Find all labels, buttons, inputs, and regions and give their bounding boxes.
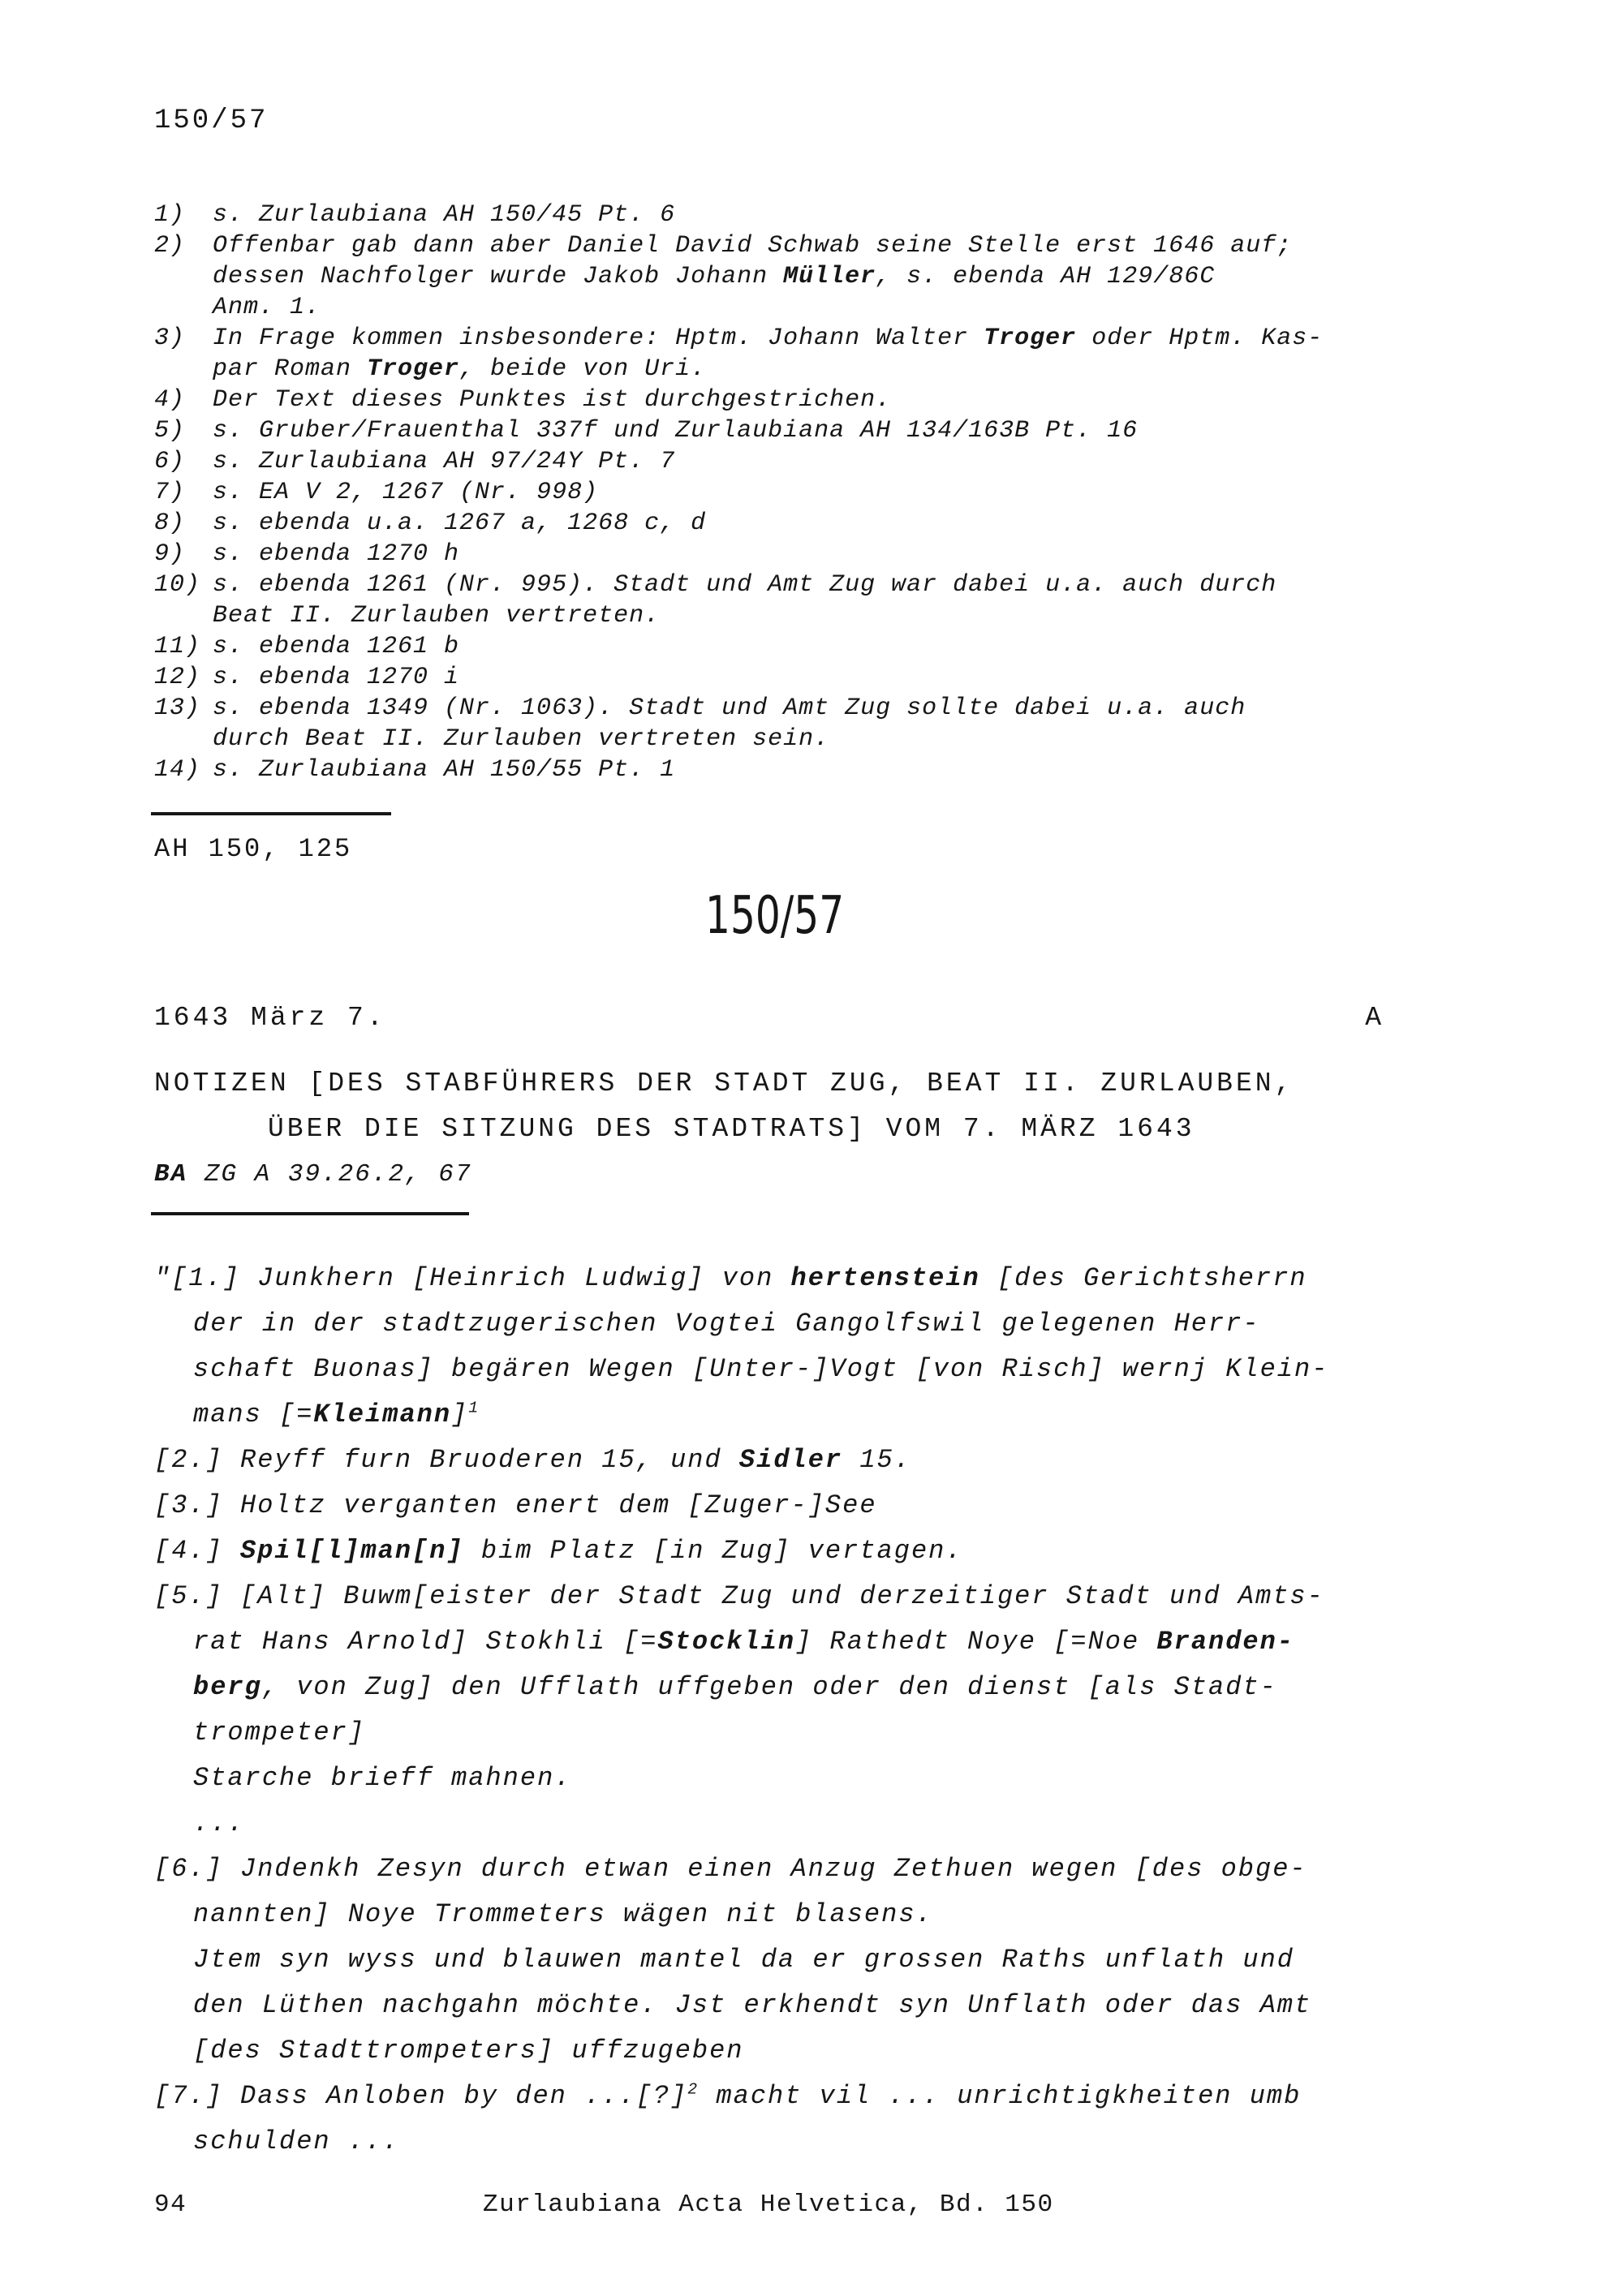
body-line xyxy=(154,1892,1428,1937)
footnote-item xyxy=(154,693,1420,755)
body-line xyxy=(154,1756,1428,1801)
footnote-line xyxy=(213,200,1420,230)
body-line xyxy=(154,2119,1428,2165)
text-segment: s. Zurlaubiana AH 150/45 Pt. 6 xyxy=(213,201,676,229)
text-segment: , von Zug] den Ufflath uffgeben oder den dienst [als Stadt- xyxy=(261,1672,1277,1702)
text-segment: Branden- xyxy=(1156,1627,1294,1657)
text-segment: s. ebenda 1261 (Nr. 995). Stadt und Amt Zug war dabei u.a. auch durch xyxy=(213,571,1277,599)
text-segment: s. Zurlaubiana AH 97/24Y Pt. 7 xyxy=(213,448,676,475)
footnote-text xyxy=(213,323,1420,385)
footnote-number: 11) xyxy=(154,633,201,660)
text-segment: ] Rathedt Noye [=Noe xyxy=(795,1627,1157,1657)
text-segment: s. ebenda 1349 (Nr. 1063). Stadt und Amt Zug sollte dabei u.a. auch xyxy=(213,694,1246,722)
archive-reference: AH 150, 125 xyxy=(154,834,353,864)
text-segment: [2.] Reyff furn Bruoderen 15, und xyxy=(154,1445,739,1475)
footnote-text xyxy=(213,477,1420,508)
footnote-line xyxy=(213,631,1420,662)
divider-rule-mid xyxy=(151,1212,469,1215)
body-line xyxy=(154,2028,1428,2074)
text-segment: mans [= xyxy=(193,1400,314,1430)
footnote-number: 14) xyxy=(154,756,201,784)
footnote-text xyxy=(213,385,1420,415)
transcription-body xyxy=(154,1256,1428,2165)
footnote-number: 1) xyxy=(154,201,186,229)
text-segment: Beat II. Zurlauben vertreten. xyxy=(213,602,661,630)
footnote-number: 4) xyxy=(154,386,186,414)
text-segment: [6.] Jndenkh Zesyn durch etwan einen Anzug Zethuen wegen [des obge- xyxy=(154,1854,1307,1884)
footnote-line xyxy=(213,446,1420,477)
text-segment: Sidler xyxy=(738,1445,843,1475)
body-line xyxy=(154,1256,1428,1301)
text-segment: ] xyxy=(451,1400,469,1430)
text-segment: Jtem syn wyss und blauwen mantel da er grossen Raths unflath und xyxy=(193,1945,1294,1975)
text-segment: macht vil ... unrichtigkheiten umb xyxy=(699,2081,1302,2111)
text-segment: schaft Buonas] begären Wegen [Unter-]Vogt [von Risch] wernj Klein- xyxy=(193,1354,1329,1384)
text-segment: Offenbar gab dann aber Daniel David Schwab seine Stelle erst 1646 auf; xyxy=(213,232,1293,260)
document-number-title xyxy=(154,886,1396,946)
text-segment: durch Beat II. Zurlauben vertreten sein. xyxy=(213,725,830,753)
text-segment: [des Stadttrompeters] uffzugeben xyxy=(193,2036,744,2066)
footnote-line xyxy=(213,354,1420,385)
footnote-line xyxy=(213,323,1420,354)
body-line xyxy=(154,1847,1428,1892)
body-line xyxy=(154,2074,1428,2119)
document-title-line1: NOTIZEN [DES STABFÜHRERS DER STADT ZUG, BEAT II. ZURLAUBEN, xyxy=(154,1068,1294,1099)
footnote-text xyxy=(213,446,1420,477)
footnote-item xyxy=(154,539,1420,570)
text-segment: Anm. 1. xyxy=(213,294,321,321)
text-segment: Troger xyxy=(367,355,460,383)
running-head: 150/57 xyxy=(154,105,269,136)
text-segment: In Frage kommen insbesondere: Hptm. Johann Walter xyxy=(213,325,984,352)
body-line xyxy=(154,1710,1428,1756)
footnote-item xyxy=(154,508,1420,539)
source-reference-archive: BA xyxy=(154,1160,188,1189)
text-segment: Der Text dieses Punktes ist durchgestrichen. xyxy=(213,386,892,414)
text-segment: [5.] [Alt] Buwm[eister der Stadt Zug und derzeitiger Stadt und Amts- xyxy=(154,1581,1324,1611)
body-line xyxy=(154,1392,1428,1438)
body-line xyxy=(154,1801,1428,1847)
text-segment: s. EA V 2, 1267 (Nr. 998) xyxy=(213,479,599,506)
footnote-line xyxy=(213,539,1420,570)
footnotes-block xyxy=(154,200,1420,785)
footnote-number: 8) xyxy=(154,510,186,537)
version-marker: A xyxy=(1365,1003,1384,1033)
text-segment: trompeter] xyxy=(193,1718,366,1748)
footnote-line xyxy=(213,230,1420,261)
text-segment: 15. xyxy=(842,1445,911,1475)
body-line xyxy=(154,1347,1428,1392)
footnote-text xyxy=(213,662,1420,693)
text-segment: [4.] xyxy=(154,1536,241,1566)
text-segment: Spil[l]man[n] xyxy=(240,1536,464,1566)
date-line xyxy=(154,1003,1384,1033)
footnote-number: 10) xyxy=(154,571,201,599)
text-segment: Starche brieff mahnen. xyxy=(193,1763,572,1793)
body-line xyxy=(154,1301,1428,1347)
footnote-item xyxy=(154,415,1420,446)
footnote-item xyxy=(154,477,1420,508)
series-title: Zurlaubiana Acta Helvetica, Bd. 150 xyxy=(483,2191,1054,2219)
footnote-line xyxy=(213,755,1420,785)
footnote-line xyxy=(213,724,1420,755)
text-segment: Kleimann xyxy=(313,1400,452,1430)
footnote-line xyxy=(213,600,1420,631)
footnote-number: 5) xyxy=(154,417,186,445)
text-segment: s. Gruber/Frauenthal 337f und Zurlaubiana AH 134/163B Pt. 16 xyxy=(213,417,1139,445)
footnote-line xyxy=(213,292,1420,323)
footnote-line xyxy=(213,477,1420,508)
footnote-item xyxy=(154,570,1420,631)
text-segment: berg xyxy=(193,1672,262,1702)
text-segment: Troger xyxy=(984,325,1077,352)
text-segment: s. ebenda 1261 b xyxy=(213,633,460,660)
text-segment: der in der stadtzugerischen Vogtei Gangolfswil gelegenen Herr- xyxy=(193,1309,1260,1339)
text-segment: [7.] Dass Anloben by den ...[?] xyxy=(154,2081,688,2111)
text-segment: , beide von Uri. xyxy=(459,355,707,383)
text-segment: [3.] Holtz verganten enert dem [Zuger-]See xyxy=(154,1490,877,1520)
footnote-line xyxy=(213,508,1420,539)
footnote-text xyxy=(213,200,1420,230)
footnote-text xyxy=(213,508,1420,539)
text-segment: s. ebenda u.a. 1267 a, 1268 c, d xyxy=(213,510,707,537)
footnote-line xyxy=(213,570,1420,600)
footnote-number: 12) xyxy=(154,664,201,691)
footnote-number: 2) xyxy=(154,232,186,260)
footnote-text xyxy=(213,415,1420,446)
footnote-item xyxy=(154,323,1420,385)
footnote-text xyxy=(213,570,1420,631)
footnote-line xyxy=(213,662,1420,693)
text-segment: Stocklin xyxy=(657,1627,796,1657)
body-line xyxy=(154,1574,1428,1619)
document-title xyxy=(154,1061,1420,1152)
footnote-number: 6) xyxy=(154,448,186,475)
text-segment: hertenstein xyxy=(790,1263,980,1293)
divider-rule-top xyxy=(151,812,391,815)
footnote-item xyxy=(154,446,1420,477)
footnote-item xyxy=(154,200,1420,230)
footnote-number: 9) xyxy=(154,540,186,568)
body-line xyxy=(154,1619,1428,1665)
text-segment: [des Gerichtsherrn xyxy=(979,1263,1307,1293)
footnote-number: 7) xyxy=(154,479,186,506)
text-segment: Müller xyxy=(783,263,876,290)
document-title-line2: ÜBER DIE SITZUNG DES STADTRATS] VOM 7. MÄRZ 1643 xyxy=(268,1114,1195,1144)
footnote-number: 13) xyxy=(154,694,201,722)
document-number-text: 150/57 xyxy=(705,886,845,946)
footnote-text xyxy=(213,755,1420,785)
footnote-item xyxy=(154,662,1420,693)
text-segment: 1 xyxy=(468,1398,480,1417)
footnote-text xyxy=(213,693,1420,755)
text-segment: "[1.] Junkhern [Heinrich Ludwig] von xyxy=(154,1263,791,1293)
source-reference xyxy=(154,1160,471,1189)
text-segment: par Roman xyxy=(213,355,368,383)
text-segment: s. ebenda 1270 h xyxy=(213,540,460,568)
text-segment: , s. ebenda AH 129/86C xyxy=(876,263,1216,290)
body-line xyxy=(154,1529,1428,1574)
text-segment: nannten] Noye Trommeters wägen nit blasens. xyxy=(193,1899,933,1929)
footnote-line xyxy=(213,385,1420,415)
text-segment: dessen Nachfolger wurde Jakob Johann xyxy=(213,263,784,290)
text-segment: rat Hans Arnold] Stokhli [= xyxy=(193,1627,658,1657)
body-line xyxy=(154,1438,1428,1483)
footnote-line xyxy=(213,693,1420,724)
text-segment: bim Platz [in Zug] vertagen. xyxy=(463,1536,963,1566)
footnote-text xyxy=(213,631,1420,662)
footnote-text xyxy=(213,539,1420,570)
body-line xyxy=(154,1483,1428,1529)
text-segment: ... xyxy=(193,1808,245,1838)
text-segment: s. ebenda 1270 i xyxy=(213,664,460,691)
footnote-text xyxy=(213,230,1420,323)
document-date: 1643 März 7. xyxy=(154,1003,386,1033)
footnote-number: 3) xyxy=(154,325,186,352)
text-segment: schulden ... xyxy=(193,2126,400,2156)
body-line xyxy=(154,1937,1428,1983)
source-reference-signature: ZG A 39.26.2, 67 xyxy=(187,1160,472,1189)
footnote-item xyxy=(154,631,1420,662)
footnote-item xyxy=(154,755,1420,785)
body-line xyxy=(154,1665,1428,1710)
text-segment: den Lüthen nachgahn möchte. Jst erkhendt syn Unflath oder das Amt xyxy=(193,1990,1312,2020)
footnote-line xyxy=(213,261,1420,292)
footnote-item xyxy=(154,230,1420,323)
text-segment: 2 xyxy=(687,2079,700,2099)
footnote-item xyxy=(154,385,1420,415)
text-segment: oder Hptm. Kas- xyxy=(1076,325,1324,352)
text-segment: s. Zurlaubiana AH 150/55 Pt. 1 xyxy=(213,756,676,784)
footnote-line xyxy=(213,415,1420,446)
body-line xyxy=(154,1983,1428,2028)
page-number: 94 xyxy=(154,2191,187,2219)
